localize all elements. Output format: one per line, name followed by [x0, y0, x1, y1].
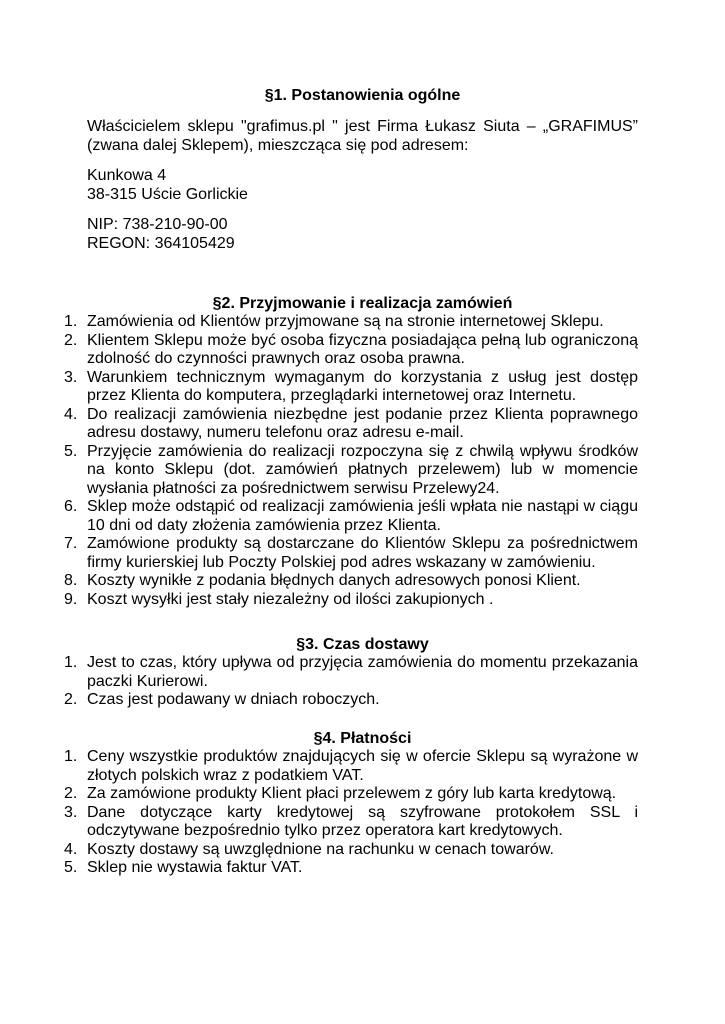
list-item	[0, 332, 638, 369]
section3-list	[0, 654, 725, 710]
list-item-text: Koszty wynikłe z podania błędnych danych adresowych ponosi Klient.	[87, 572, 581, 589]
list-item-number: 6.	[64, 498, 78, 515]
list-item-number: 5.	[64, 859, 78, 876]
list-item-text: Warunkiem technicznym wymaganym do korzystania z usług jest dostęp przez Klienta do komputera, przeglądarki internetowej oraz Internetu.	[87, 368, 638, 404]
section1-heading: §1. Postanowienia ogólne	[264, 87, 461, 104]
list-item-number: 4.	[64, 840, 78, 858]
list-item	[0, 572, 638, 591]
address-street: Kunkowa 4	[87, 167, 167, 184]
owner-paragraph: Właścicielem sklepu "grafimus.pl " jest Firma Łukasz Siuta – „GRAFIMUS” (zwana dalej Sklepem), mieszcząca się pod adresem:	[87, 118, 638, 154]
list-item	[0, 785, 638, 804]
list-item-text: Do realizacji zamówienia niezbędne jest podanie przez Klienta poprawnego adresu dostawy, numeru telefonu oraz adresu e-mail.	[87, 405, 638, 441]
list-item-number: 3.	[64, 803, 78, 821]
list-item-text: Zamówione produkty są dostarczane do Klientów Sklepu za pośrednictwem firmy kurierskiej lub Poczty Polskiej pod adres wskazany w zamówieniu.	[87, 535, 638, 571]
list-item-text: Przyjęcie zamówienia do realizacji rozpoczyna się z chwilą wpływu środków na konto Sklepu (dot. zamówień płatnych przelewem) lub w momencie wysłania płatności za pośrednictwem serwisu Przelewy24.	[87, 442, 638, 497]
list-item-number: 9.	[64, 590, 78, 608]
list-item	[0, 406, 638, 443]
list-item	[0, 859, 638, 878]
list-item	[0, 535, 638, 572]
list-item-text: Ceny wszystkie produktów znajdujących się w ofercie Sklepu są wyrażone w złotych polskich wraz z podatkiem VAT.	[87, 748, 638, 784]
list-item-text: Koszt wysyłki jest stały niezależny od ilości zakupionych .	[87, 590, 494, 608]
list-item-text: Sklep nie wystawia faktur VAT.	[87, 859, 303, 876]
regon-number: REGON: 364105429	[87, 235, 235, 252]
list-item-number: 1.	[64, 654, 78, 671]
list-item	[0, 369, 638, 406]
list-item-text: Czas jest podawany w dniach roboczych.	[87, 691, 380, 708]
list-item	[0, 443, 638, 499]
list-item	[0, 654, 638, 691]
list-item-number: 8.	[64, 572, 78, 589]
list-item-number: 1.	[64, 313, 78, 330]
list-item	[0, 313, 638, 332]
list-item-number: 2.	[64, 331, 78, 349]
list-item-number: 5.	[64, 442, 78, 460]
list-item	[0, 748, 638, 785]
list-item-text: Jest to czas, który upływa od przyjęcia zamówienia do momentu przekazania paczki Kurierowi.	[87, 654, 638, 690]
address-city: 38-315 Uście Gorlickie	[87, 186, 248, 203]
list-item-text: Za zamówione produkty Klient płaci przelewem z góry lub karta kredytową.	[87, 785, 617, 802]
list-item	[0, 804, 638, 841]
list-item-text: Zamówienia od Klientów przyjmowane są na stronie internetowej Sklepu.	[87, 313, 604, 330]
list-item-text: Koszty dostawy są uwzględnione na rachunku w cenach towarów.	[87, 840, 554, 858]
section3-heading: §3. Czas dostawy	[296, 636, 429, 653]
section4-list	[0, 748, 725, 878]
company-ids	[87, 215, 638, 253]
section4-heading: §4. Płatności	[313, 730, 412, 747]
nip-number: NIP: 738-210-90-00	[87, 216, 228, 233]
list-item	[0, 498, 638, 535]
list-item-number: 2.	[64, 785, 78, 802]
list-item-text: Klientem Sklepu może być osoba fizyczna posiadająca pełną lub ograniczoną zdolność do czynności prawnych oraz osoba prawna.	[87, 331, 638, 367]
list-item	[0, 841, 638, 860]
list-item-number: 2.	[64, 691, 78, 708]
list-item-number: 3.	[64, 368, 78, 386]
address-block	[87, 166, 638, 204]
list-item-number: 7.	[64, 535, 78, 552]
list-item-number: 4.	[64, 405, 78, 423]
section2-heading: §2. Przyjmowanie i realizacja zamówień	[212, 295, 513, 312]
list-item-text: Dane dotyczące karty kredytowej są szyfrowane protokołem SSL i odczytywane bezpośrednio tylko przez operatora kart kredytowych.	[87, 803, 638, 839]
section2-list	[0, 313, 725, 609]
list-item-text: Sklep może odstąpić od realizacji zamówienia jeśli wpłata nie nastąpi w ciągu 10 dni od daty złożenia zamówienia przez Klienta.	[87, 498, 638, 534]
list-item-number: 1.	[64, 748, 78, 765]
list-item	[0, 591, 638, 610]
list-item	[0, 691, 638, 710]
